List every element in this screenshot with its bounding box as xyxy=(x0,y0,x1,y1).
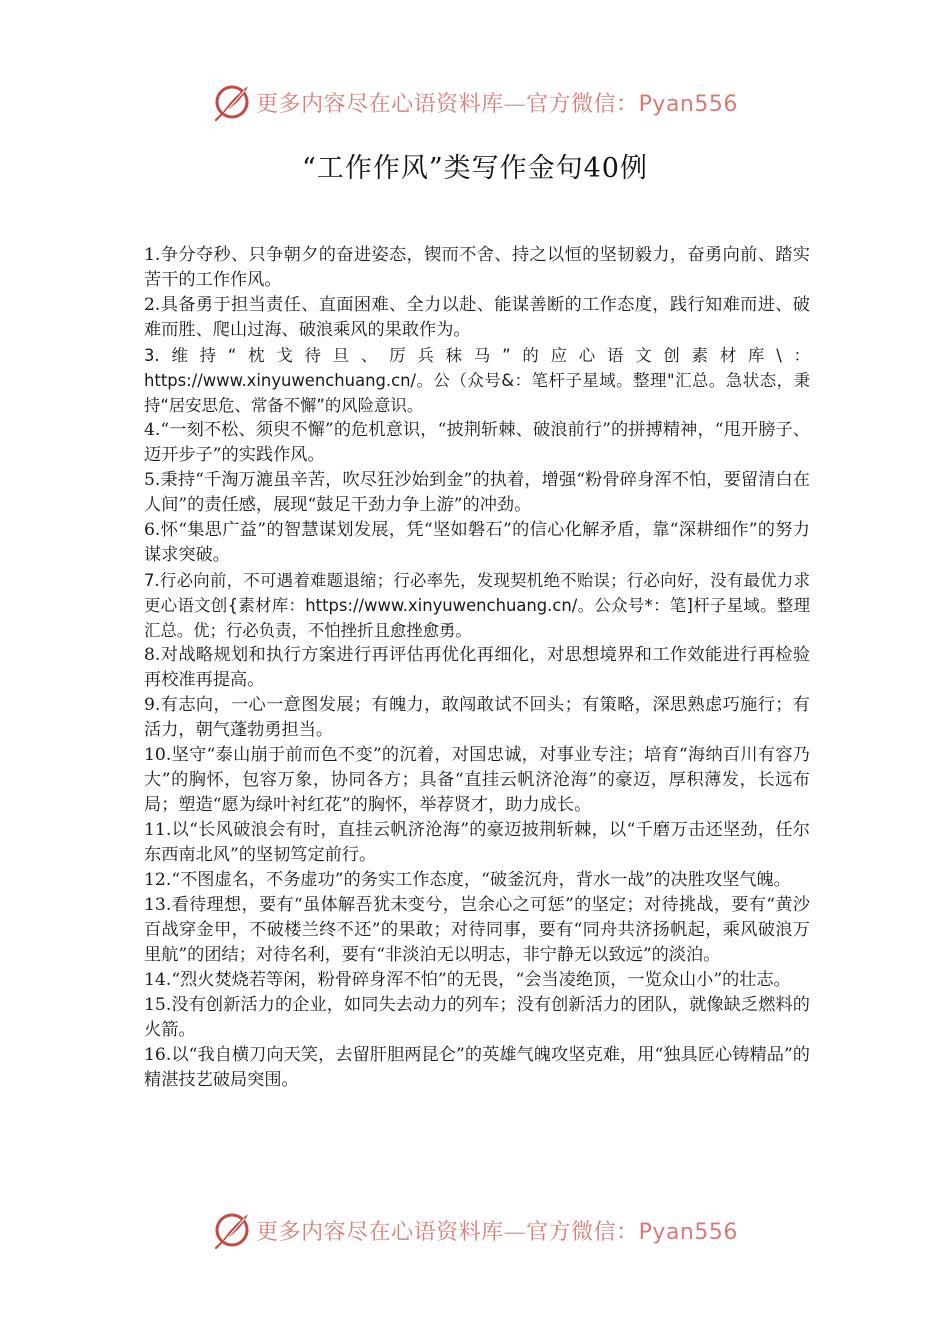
list-item: 9.有志向，一心一意图发展；有魄力，敢闯敢试不回头；有策略，深思熟虑巧施行；有活力，朝气蓬勃勇担当。 xyxy=(144,695,810,740)
list-item: 16.以“我自横刀向天笑，去留肝胆两昆仑”的英雄气魄攻坚克难，用“独具匠心铸精品”的精湛技艺破局突围。 xyxy=(144,1045,810,1090)
banner-text xyxy=(256,87,738,118)
banner-contact-id: Pyan556 xyxy=(638,91,738,117)
banner-contact-label: 官方微信： xyxy=(526,91,639,117)
list-item: 10.坚守“泰山崩于前而色不变”的沉着，对国忠诚，对事业专注；培育“海纳百川有容乃大”的胸怀，包容万象，协同各方；具备“直挂云帆济沧海”的豪迈，厚积薄发，长远布局；塑造“愿为绿叶衬红花”的胸怀，举荐贤才，助力成长。 xyxy=(144,745,810,815)
list-item: 15.没有创新活力的企业，如同失去动力的列车；没有创新活力的团队，就像缺乏燃料的火箭。 xyxy=(144,995,810,1040)
banner-contact-label: 官方微信： xyxy=(526,1219,639,1245)
banner-separator: — xyxy=(503,91,527,117)
list-item: 1.争分夺秒、只争朝夕的奋进姿态，锲而不舍、持之以恒的坚韧毅力，奋勇向前、踏实苦干的工作作风。 xyxy=(144,245,810,290)
list-item: 14.“烈火焚烧若等闲，粉骨碎身浑不怕”的无畏，“会当凌绝顶，一览众山小”的壮志。 xyxy=(144,970,791,990)
list-item: 6.怀“集思广益”的智慧谋划发展，凭“坚如磐石”的信心化解矛盾，靠“深耕细作”的努力谋求突破。 xyxy=(144,520,810,565)
banner-contact-id: Pyan556 xyxy=(638,1219,738,1245)
list-item: 4.“一刻不松、须臾不懈”的危机意识，“披荆斩棘、破浪前行”的拼搏精神，“甩开膀子、迈开步子”的实践作风。 xyxy=(144,420,810,465)
list-item: 8.对战略规划和执行方案进行再评估再优化再细化，对思想境界和工作效能进行再检验再校准再提高。 xyxy=(144,645,810,690)
banner-slogan: 更多内容尽在心语资料库 xyxy=(256,1219,504,1245)
banner-separator: — xyxy=(503,1219,527,1245)
list-item: 5.秉持“千淘万漉虽辛苦，吹尽狂沙始到金”的执着，增强“粉骨碎身浑不怕，要留清白在人间”的责任感，展现“鼓足干劲力争上游”的冲劲。 xyxy=(144,470,810,515)
list-item: 11.以“长风破浪会有时，直挂云帆济沧海”的豪迈披荆斩棘，以“千磨万击还坚劲，任尔东西南北风”的坚韧笃定前行。 xyxy=(144,820,810,865)
list-item: 12.“不图虚名，不务虚功”的务实工作态度，“破釜沉舟，背水一战”的决胜攻坚气魄。 xyxy=(144,870,791,890)
footer-banner xyxy=(0,1206,950,1254)
header-banner xyxy=(0,78,950,126)
banner-text xyxy=(256,1215,738,1246)
quill-pen-logo-icon xyxy=(212,1210,252,1250)
document-body xyxy=(144,243,810,1093)
list-item: 3.维持“枕戈待旦、厉兵秣马”的应心语文创素材库\：https://www.xinyuwenchuang.cn/。公（众号&：笔杆子星域。整理"汇总。急状态，秉持“居安思危、常备不懈”的风险意识。 xyxy=(144,346,810,415)
quill-pen-logo-icon xyxy=(212,82,252,122)
list-item: 13.看待理想，要有“虽体解吾犹未变兮，岂余心之可惩”的坚定；对待挑战，要有“黄沙百战穿金甲，不破楼兰终不还”的果敢；对待同事，要有“同舟共济扬帆起，乘风破浪万里航”的团结；对待名利，要有“非淡泊无以明志，非宁静无以致远”的淡泊。 xyxy=(144,895,810,965)
banner-slogan: 更多内容尽在心语资料库 xyxy=(256,91,504,117)
list-item: 7.行必向前，不可遇着难题退缩；行必率先，发现契机绝不贻误；行必向好，没有最优力求更心语文创{素材库：https://www.xinyuwenchuang.cn/。公众号*：笔]杆子星域。整理汇总。优；行必负责，不怕挫折且愈挫愈勇。 xyxy=(144,571,810,640)
list-item: 2.具备勇于担当责任、直面困难、全力以赴、能谋善断的工作态度，践行知难而进、破难而胜、爬山过海、破浪乘风的果敢作为。 xyxy=(144,295,810,340)
document-title: “工作作风”类写作金句40例 xyxy=(302,153,648,184)
